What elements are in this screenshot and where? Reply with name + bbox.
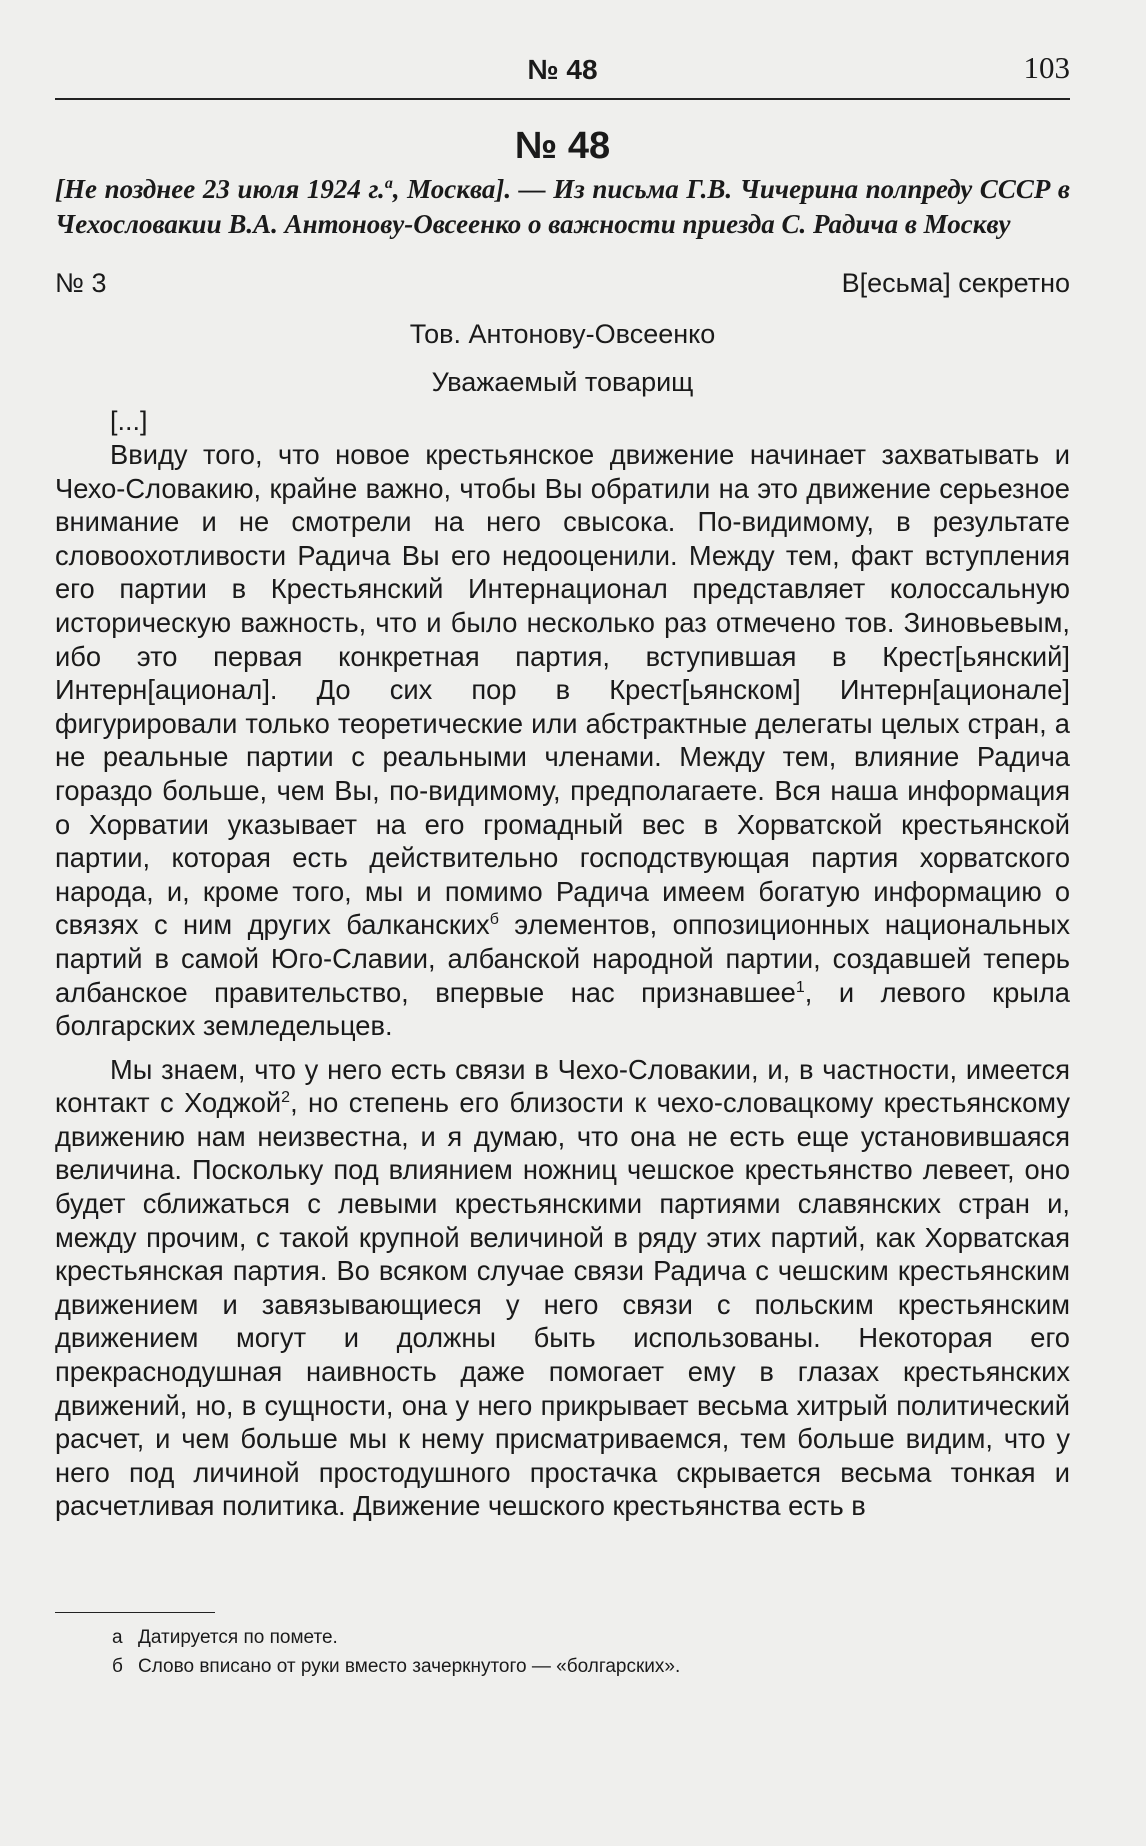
footnote-rule [55,1612,215,1613]
p2-footnote-mark-2: 2 [281,1089,291,1107]
body-paragraph-1 [55,438,1070,1043]
footnote-b [112,1652,1070,1681]
addressee: Тов. Антонову-Овсеенко [409,319,716,349]
running-head-doc-label: № 48 [527,54,598,85]
heading-part2: , Москва]. — Из письма Г.В. Чичерина полпреду СССР в Чехословакии В.А. Антонову-Овсеенко о важности приезда С. Радича в Москву [55,174,1070,239]
p1-text-c: , и левого крыла болгарских земледельцев. [55,976,1070,1042]
document-heading [55,172,1070,242]
footnote-text: Слово вписано от руки вместо зачеркнутого — «болгарских». [138,1656,681,1677]
outgoing-number: № 3 [55,268,107,298]
running-head [55,48,1070,100]
p1-text-a: Ввиду того, что новое крестьянское движение начинает захватывать и Чехо-Словакию, крайне важно, чтобы Вы обратили на это движение серьезное внимание и не смотрели на него свысока. По-видимому, в результате словоохотливости Радича Вы его недооценили. Между тем, факт вступления его партии в Крестьянский Интернационал представляет колоссальную историческую важность, что и было несколько раз отмечено тов. Зиновьевым, ибо это первая конкретная партия, вступившая в Крест[ьянский] Интерн[ационал]. До сих пор в Крест[ьянском] Интерн[ационале] фигурировали только теоретические или абстрактные делегаты целых стран, а не реальные партии с реальными членами. Между тем, влияние Радича гораздо больше, чем Вы, по-видимому, предполагаете. Вся наша информация о Хорватии указывает на его громадный вес в Хорватской крестьянской партии, которая есть действительно господствующая партия хорватского народа, и, кроме того, мы и помимо Радича имеем богатую информацию о связях с ним других балканских [55,439,1070,941]
footnotes [55,1612,1070,1681]
heading-part1: [Не позднее 23 июля 1924 г. [55,174,385,204]
document-meta [55,268,1070,308]
heading-footnote-mark: a [384,175,393,192]
footnote-text: Датируется по помете. [138,1627,338,1648]
page [55,48,1070,1523]
footnote-mark: а [112,1627,123,1648]
classification-stamp: В[есьма] секретно [841,268,1070,298]
document-number: № 48 [514,125,611,167]
omission-mark: [...] [110,406,148,436]
p1-text-b: элементов, оппозиционных национальных партий в самой Юго-Славии, албанской народной партии, создавшей теперь албанское правительство, впервые нас признавшее [55,909,1070,1008]
p2-text-a: Мы знаем, что у него есть связи в Чехо-Словакии, и, в частности, имеется контакт с Ходжой [55,1053,1070,1119]
footnote-mark: б [112,1656,123,1677]
p1-footnote-mark-1: 1 [795,978,805,996]
p2-text-b: , но степень его близости к чехо-словацкому крестьянскому движению нам неизвестна, и я думаю, что она не есть еще установившаяся величина. Поскольку под влиянием ножниц чешское крестьянство левеет, оно будет сближаться с левыми крестьянскими партиями славянских стран и, между прочим, с такой крупной величиной в ряду этих партий, как Хорватская крестьянская партия. Во всяком случае связи Радича с чешским крестьянским движением и завязывающиеся у него связи с польским крестьянским движением могут и должны быть использованы. Некоторая его прекраснодушная наивность даже помогает ему в глазах крестьянских движений, но, в сущности, она у него прикрывает весьма хитрый политический расчет, и чем больше мы к нему присматриваемся, тем больше видим, что у него под личиной простодушного простачка скрывается весьма тонкая и расчетливая политика. Движение чешского крестьянства есть в [55,1087,1070,1522]
footnote-a [112,1623,1070,1652]
salutation: Уважаемый товарищ [431,367,694,397]
page-number: 103 [1023,50,1070,85]
body-paragraph-2 [55,1053,1070,1523]
p1-footnote-mark-b: б [489,911,499,929]
